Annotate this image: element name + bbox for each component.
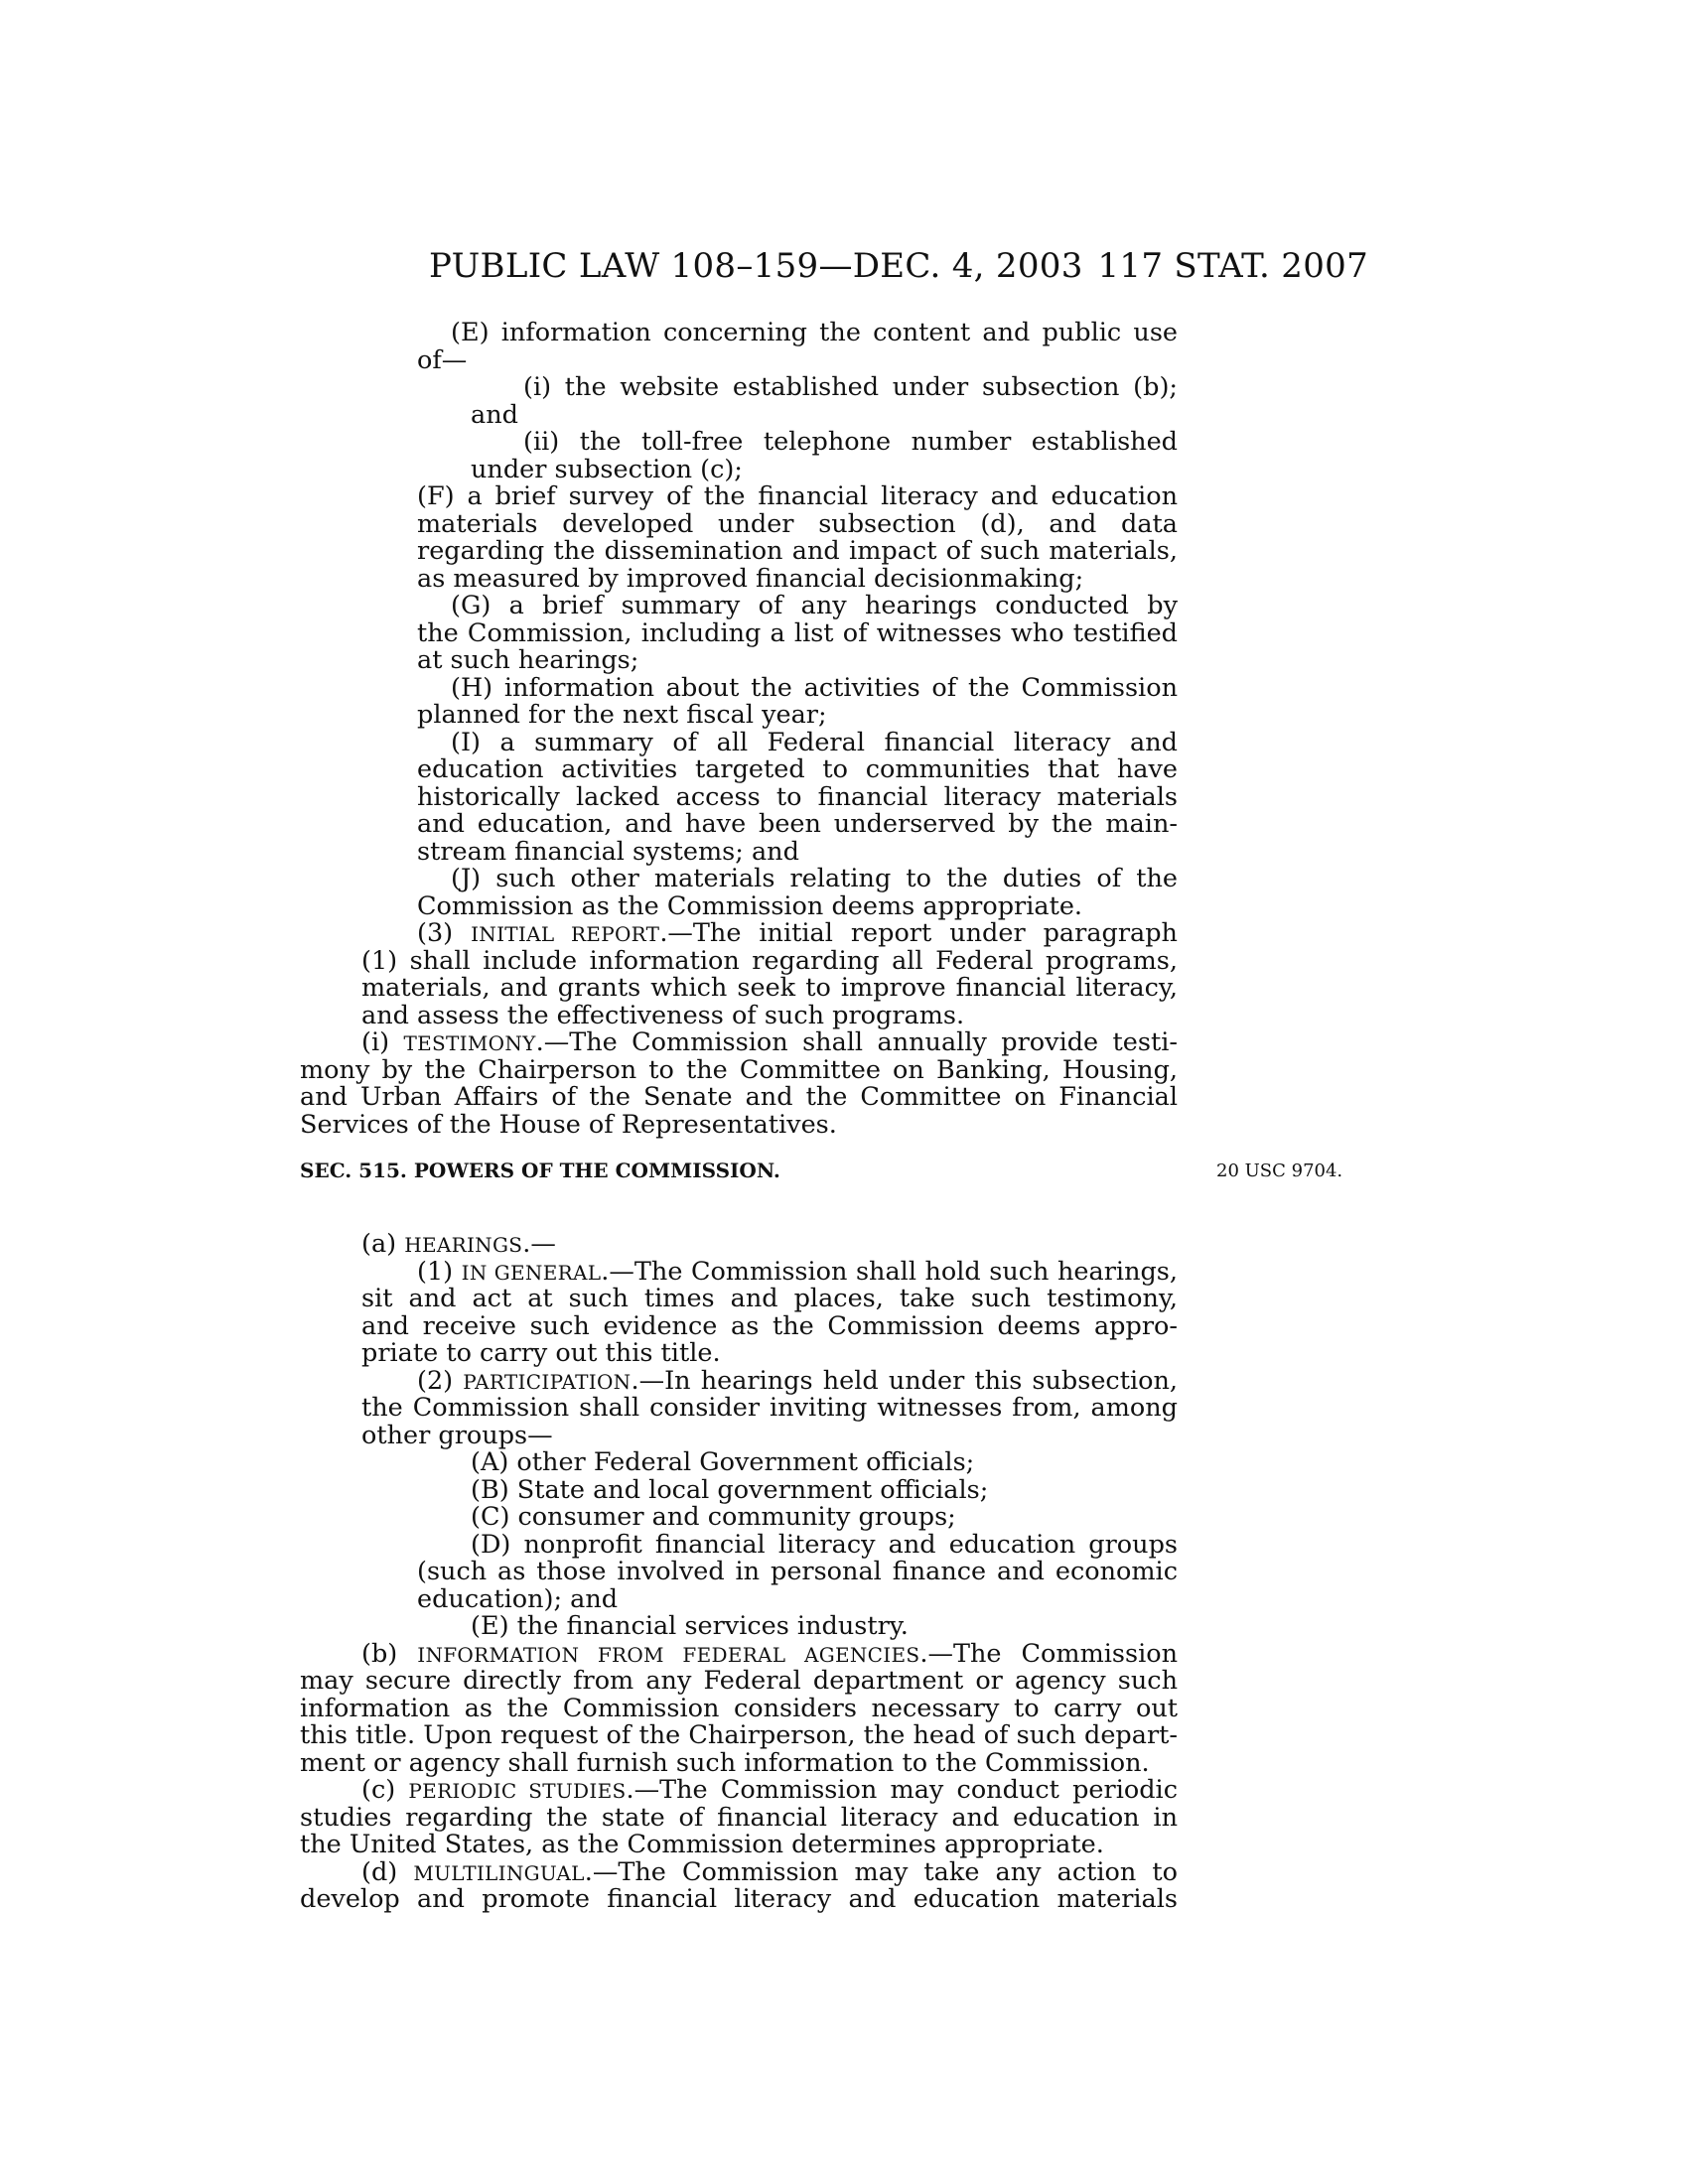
- text-run: education); and: [417, 1583, 619, 1614]
- text-line: [417, 890, 1178, 921]
- text-line: [417, 508, 1178, 539]
- text-line: [300, 1802, 1178, 1833]
- paragraph-heading: HEARINGS: [404, 1233, 523, 1257]
- text-line: [300, 1722, 1178, 1750]
- text-run: the United States, as the Commission determines appropriate.: [300, 1830, 1104, 1859]
- text-line: [361, 1286, 1178, 1313]
- text-run: and receive such evidence as the Commission deems appro-: [361, 1310, 1178, 1341]
- text-line: [417, 344, 1178, 375]
- text-line: [361, 945, 1178, 976]
- text-run: (H) information about the activities of the Commission: [451, 672, 1178, 703]
- text-run: (c): [361, 1775, 409, 1805]
- text-line: [451, 320, 1178, 347]
- paragraph-heading: INFORMATION FROM FEDERAL AGENCIES: [417, 1642, 920, 1667]
- text-line: [300, 1054, 1178, 1085]
- text-run: and: [471, 399, 518, 430]
- text-run: (such as those involved in personal finance and economic: [417, 1557, 1178, 1586]
- text-line: [417, 702, 1178, 730]
- paragraph-heading: TESTIMONY: [403, 1031, 536, 1055]
- text-line: [471, 1613, 1178, 1641]
- text-line: [451, 593, 1178, 620]
- text-line: [417, 617, 1178, 648]
- text-run: .—The Commission: [919, 1638, 1179, 1669]
- marginal-citation: 20 USC 9704.: [1216, 1160, 1343, 1181]
- text-line: [300, 1886, 1178, 1914]
- text-run: .—In hearings held under this subsection,: [631, 1365, 1178, 1396]
- text-line: [523, 374, 1178, 402]
- paragraph-heading: IN GENERAL: [461, 1260, 602, 1285]
- text-run: mony by the Chairperson to the Committee on Banking, Housing,: [300, 1054, 1178, 1085]
- text-line: [417, 483, 1178, 511]
- text-run: historically lacked access to financial literacy materials: [417, 781, 1178, 812]
- text-run: stream financial systems; and: [417, 836, 799, 867]
- paragraph-heading: MULTILINGUAL: [413, 1860, 585, 1885]
- text-run: .—The Commission may take any action to: [584, 1856, 1178, 1887]
- text-run: (2): [417, 1365, 464, 1396]
- text-run: (1) shall include information regarding all Federal programs,: [361, 945, 1178, 976]
- text-line: [300, 1084, 1178, 1112]
- text-run: (E) information concerning the content and public use: [451, 318, 1178, 347]
- text-line: [300, 1832, 1178, 1859]
- text-run: (i) the website established under subsection (b);: [523, 372, 1178, 402]
- text-run: sit and act at such times and places, take such testimony,: [361, 1284, 1178, 1313]
- text-run: .—The Commission shall annually provide testi-: [535, 1027, 1178, 1057]
- text-run: (ii) the toll-free telephone number established: [523, 427, 1178, 457]
- text-run: (E) the financial services industry.: [471, 1611, 909, 1641]
- text-line: [417, 1365, 1178, 1396]
- text-line: [471, 1474, 1178, 1505]
- text-line: [361, 1000, 1178, 1030]
- text-line: [417, 781, 1178, 812]
- text-line: [300, 1747, 1178, 1778]
- text-run: (D) nonprofit financial literacy and education groups: [471, 1529, 1178, 1560]
- text-run: (A) other Federal Government officials;: [471, 1447, 975, 1477]
- text-run: (C) consumer and community groups;: [471, 1502, 956, 1532]
- text-line: [417, 836, 1178, 867]
- text-run: (i): [361, 1027, 404, 1057]
- text-line: [417, 1559, 1178, 1586]
- text-line: [523, 429, 1178, 457]
- text-line: [471, 1449, 1178, 1477]
- text-line: [361, 975, 1178, 1003]
- text-run: as measured by improved financial decisionmaking;: [417, 563, 1084, 594]
- section-heading: SEC. 515. POWERS OF THE COMMISSION.: [300, 1159, 780, 1182]
- text-run: (J) such other materials relating to the duties of the: [451, 864, 1178, 893]
- text-run: develop and promote financial literacy and education materials: [300, 1884, 1178, 1914]
- text-run: may secure directly from any Federal department or agency such: [300, 1666, 1178, 1696]
- paragraph-heading: PERIODIC STUDIES: [408, 1779, 627, 1803]
- text-run: .—The Commission may conduct periodic: [626, 1775, 1178, 1805]
- text-run: (F) a brief survey of the financial literacy and education: [417, 481, 1178, 511]
- text-line: [471, 1529, 1178, 1560]
- text-line: [300, 1109, 1178, 1140]
- text-run: and education, and have been underserved by the main-: [417, 809, 1178, 839]
- text-line: [417, 538, 1178, 566]
- text-line: [361, 1310, 1178, 1341]
- text-run: education activities targeted to communities that have: [417, 754, 1178, 784]
- text-line: [361, 1029, 1178, 1057]
- text-run: .—: [522, 1229, 556, 1259]
- text-run: ment or agency shall furnish such information to the Commission.: [300, 1747, 1150, 1778]
- text-run: information as the Commission considers necessary to carry out: [300, 1693, 1178, 1723]
- text-run: at such hearings;: [417, 645, 639, 675]
- text-line: [417, 756, 1178, 784]
- text-run: (d): [361, 1856, 414, 1887]
- text-line: [300, 1668, 1178, 1696]
- text-line: [451, 727, 1178, 757]
- running-header-left: PUBLIC LAW 108–159—DEC. 4, 2003: [429, 246, 1083, 286]
- text-run: (b): [361, 1638, 418, 1669]
- text-run: studies regarding the state of financial literacy and education in: [300, 1802, 1178, 1833]
- text-line: [361, 1777, 1178, 1805]
- text-line: [417, 920, 1178, 948]
- text-line: [417, 1256, 1179, 1287]
- text-run: planned for the next fiscal year;: [417, 700, 827, 730]
- text-run: (B) State and local government officials;: [471, 1474, 989, 1505]
- text-line: [417, 811, 1178, 839]
- text-line: [451, 866, 1178, 893]
- text-line: [361, 1856, 1178, 1887]
- text-run: (1): [417, 1256, 462, 1287]
- text-run: this title. Upon request of the Chairperson, the head of such depart-: [300, 1720, 1178, 1750]
- text-run: priate to carry out this title.: [361, 1338, 721, 1368]
- text-run: (3): [417, 918, 472, 948]
- text-run: .—The Commission shall hold such hearings,: [601, 1256, 1179, 1287]
- text-line: [361, 1340, 1178, 1368]
- text-line: [417, 563, 1178, 594]
- text-run: the Commission shall consider inviting witnesses from, among: [361, 1393, 1178, 1423]
- text-line: [471, 454, 1178, 484]
- text-line: [471, 399, 1178, 430]
- text-line: [300, 1693, 1178, 1723]
- text-line: [417, 647, 1178, 675]
- text-run: (a): [361, 1229, 405, 1259]
- text-run: Services of the House of Representatives.: [300, 1109, 837, 1140]
- text-line: [417, 1583, 1178, 1614]
- text-run: materials, and grants which seek to improve financial literacy,: [361, 973, 1178, 1003]
- text-line: [451, 672, 1178, 703]
- text-line: [361, 1638, 1179, 1669]
- text-line: [361, 1231, 1178, 1259]
- text-run: other groups—: [361, 1420, 553, 1450]
- text-run: regarding the dissemination and impact of such materials,: [417, 536, 1178, 566]
- text-run: and Urban Affairs of the Senate and the Committee on Financial: [300, 1082, 1178, 1112]
- text-run: (I) a summary of all Federal financial literacy and: [451, 727, 1178, 757]
- text-line: [361, 1420, 1178, 1450]
- paragraph-heading: INITIAL REPORT: [471, 922, 660, 946]
- text-run: materials developed under subsection (d), and data: [417, 508, 1178, 539]
- running-header-right: 117 STAT. 2007: [1097, 246, 1368, 286]
- paragraph-heading: PARTICIPATION: [463, 1369, 632, 1394]
- text-run: the Commission, including a list of witnesses who testified: [417, 617, 1178, 648]
- text-run: and assess the effectiveness of such programs.: [361, 1000, 965, 1030]
- text-run: Commission as the Commission deems appropriate.: [417, 890, 1083, 921]
- text-run: of—: [417, 344, 468, 375]
- text-run: (G) a brief summary of any hearings conducted by: [451, 591, 1178, 620]
- text-line: [471, 1504, 1178, 1532]
- text-run: under subsection (c);: [471, 454, 743, 484]
- text-line: [361, 1395, 1178, 1423]
- text-run: .—The initial report under paragraph: [659, 918, 1178, 948]
